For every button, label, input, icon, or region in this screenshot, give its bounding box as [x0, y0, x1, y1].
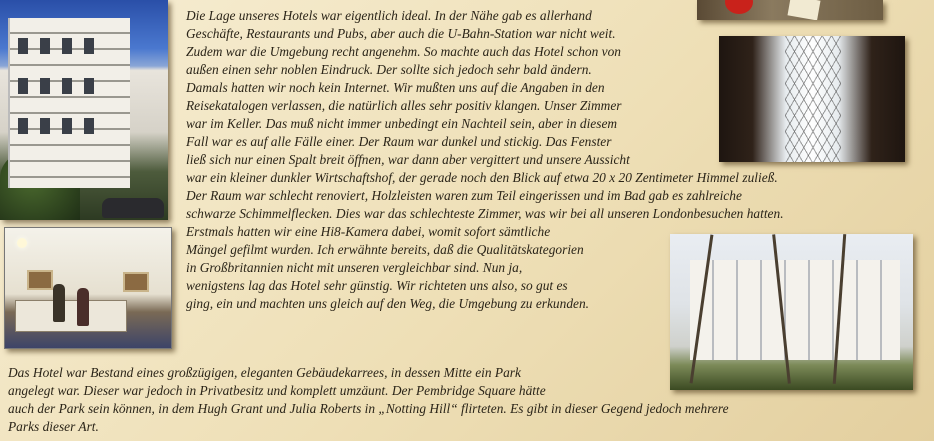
text-line: Das Hotel war Bestand eines großzügigen, eleganten Gebäudekarrees, in dessen Mitte ein Park — [8, 365, 521, 380]
text-line: Zudem war die Umgebung recht angenehm. So machte auch das Hotel schon von — [186, 44, 621, 59]
text-line: Reisekatalogen verlassen, die natürlich alles sehr positiv klangen. Unser Zimmer — [186, 98, 622, 113]
text-line: Fall war es auf alle Fälle einer. Der Raum war dunkel und stickig. Das Fenster — [186, 134, 612, 149]
tabletop-photo — [697, 0, 883, 20]
text-line: wenigstens lag das Hotel sehr günstig. Wir richteten uns also, so gut es — [186, 278, 568, 293]
text-line: Parks dieser Art. — [8, 419, 99, 434]
text-line: außen einen sehr noblen Eindruck. Der sollte sich jedoch sehr bald ändern. — [186, 62, 592, 77]
text-line: Der Raum war schlecht renoviert, Holzleisten waren zum Teil eingerissen und im Bad gab es zahlreiche — [186, 188, 742, 203]
text-line: Mängel gefilmt wurden. Ich erwähnte bereits, daß die Qualitätskategorien — [186, 242, 584, 257]
white-terrace-photo — [670, 234, 913, 390]
hotel-reception-photo — [4, 227, 172, 349]
text-line: in Großbritannien nicht mit unseren vergleichbar sind. Nun ja, — [186, 260, 523, 275]
text-line: auch der Park sein können, in dem Hugh Grant und Julia Roberts in „Notting Hill“ flirteten. Es gibt in dieser Gegend jedoch mehrere — [8, 401, 729, 416]
text-line: Die Lage unseres Hotels war eigentlich ideal. In der Nähe gab es allerhand — [186, 8, 592, 23]
text-line: schwarze Schimmelflecken. Dies war das schlechteste Zimmer, was wir bei all unseren Londonbesuchen hatten. — [186, 206, 784, 221]
text-line: war ein kleiner dunkler Wirtschaftshof, der gerade noch den Blick auf etwa 20 x 20 Zentimeter Himmel zuließ. — [186, 170, 778, 185]
text-line: Geschäfte, Restaurants und Pubs, aber auch die U-Bahn-Station war nicht weit. — [186, 26, 616, 41]
text-line: ließ sich nur einen Spalt breit öffnen, war dann aber vergittert und unsere Aussicht — [186, 152, 630, 167]
text-line: ging, ein und machten uns gleich auf den Weg, die Umgebung zu erkunden. — [186, 296, 590, 311]
text-line: Erstmals hatten wir eine Hi8-Kamera dabei, womit sofort sämtliche — [186, 224, 551, 239]
barred-window-photo — [719, 36, 905, 162]
hotel-exterior-photo — [0, 0, 168, 220]
text-line: angelegt war. Dieser war jedoch in Privatbesitz und komplett umzäunt. Der Pembridge Square hätte — [8, 383, 546, 398]
text-line: Damals hatten wir noch kein Internet. Wir mußten uns auf die Angaben in den — [186, 80, 605, 95]
text-line: war im Keller. Das muß nicht immer unbedingt ein Nachteil sein, aber in diesem — [186, 116, 618, 131]
